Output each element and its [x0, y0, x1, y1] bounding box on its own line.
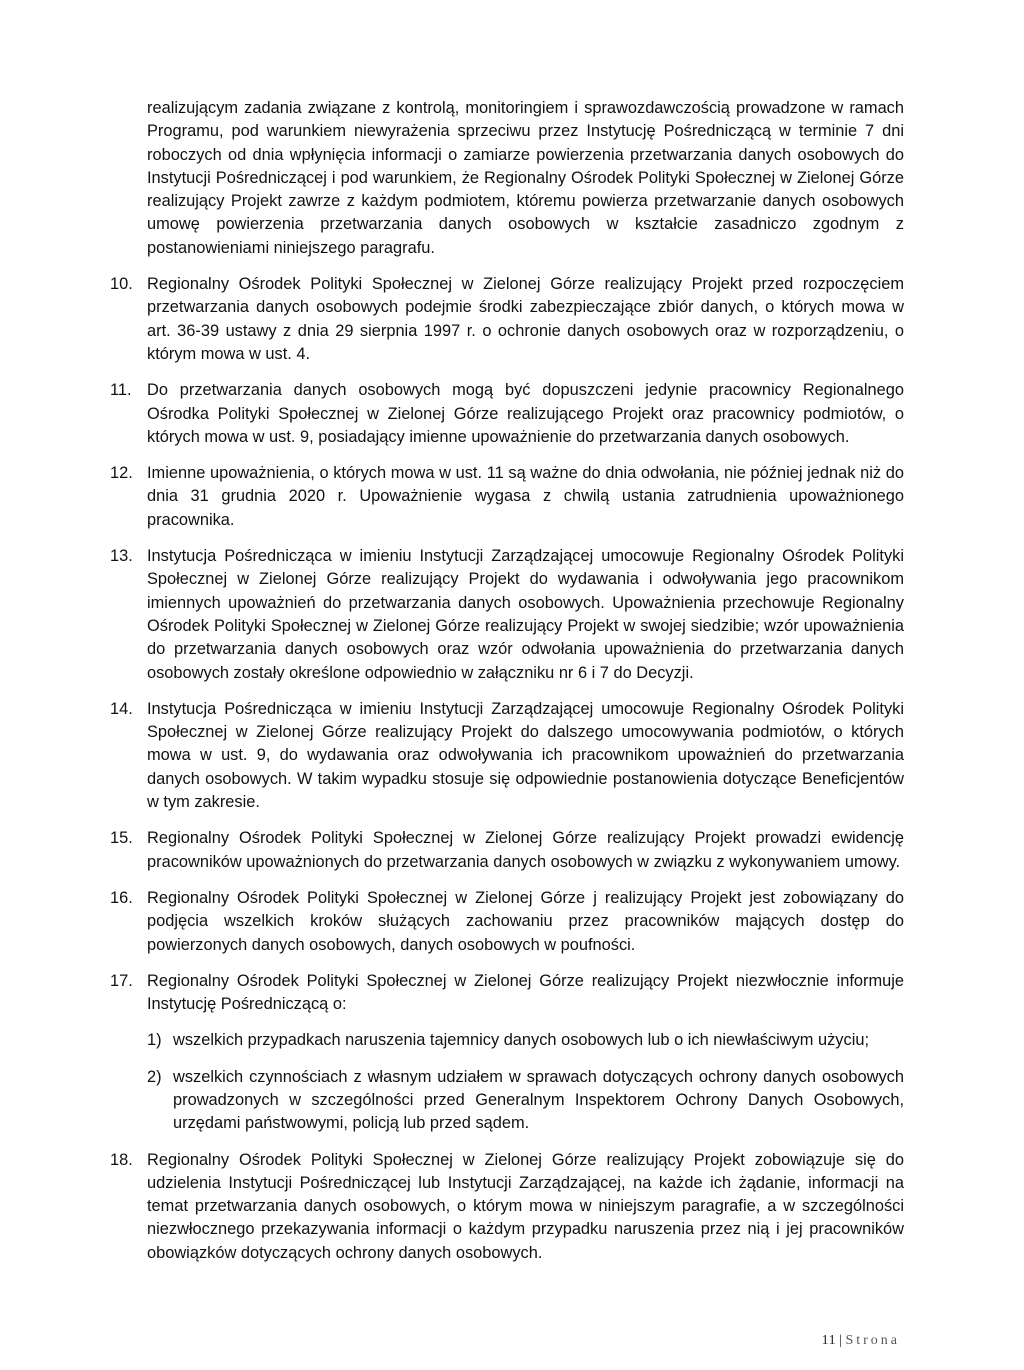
item-text: Regionalny Ośrodek Polityki Społecznej w Zielonej Górze realizujący Projekt zobowiązuje się do udzielenia Instytucji Pośredniczącej lub Instytucji Zarządzającej, na każde ich żądanie, informacji na temat przetwarzania danych osobowych, o którym mowa w niniejszym paragrafie, a w szczególności niezwłocznego przekazywania informacji o każdym przypadku naruszenia przez nią i jej pracowników obowiązków dotyczących ochrony danych osobowych.: [147, 1150, 904, 1262]
sub-item-number: 1): [147, 1031, 162, 1050]
page-word: Strona: [845, 1333, 900, 1348]
item-number: 15.: [110, 829, 133, 848]
item-text: Regionalny Ośrodek Polityki Społecznej w Zielonej Górze j realizujący Projekt jest zobowiązany do podjęcia wszelkich kroków służących zachowaniu przez pracowników mających dostęp do powierzonych danych osobowych, danych osobowych w poufności.: [147, 888, 904, 954]
item-number: 16.: [110, 888, 133, 907]
item-number: 12.: [110, 464, 133, 483]
item-text: Regionalny Ośrodek Polityki Społecznej w Zielonej Górze realizujący Projekt przed rozpoczęciem przetwarzania danych osobowych podejmie środki zabezpieczające zbiór danych, o których mowa w art. 36-39 ustawy z dnia 29 sierpnia 1997 r. o ochronie danych osobowych oraz w rozporządzeniu, o którym mowa w ust. 4.: [147, 275, 904, 363]
list-item-16: [110, 887, 904, 957]
document-body: [110, 97, 904, 1278]
list-item-18: [110, 1149, 904, 1265]
continuation-paragraph: realizującym zadania związane z kontrolą, monitoringiem i sprawozdawczością prowadzone w ramach Programu, pod warunkiem niewyrażenia sprzeciwu przez Instytucję Pośredniczącą w terminie 7 dni roboczych od dnia wpłynięcia informacji o zamiarze powierzenia przetwarzania danych osobowych do Instytucji Pośredniczącej i pod warunkiem, że Regionalny Ośrodek Polityki Społecznej w Zielonej Górze realizujący Projekt zawrze z każdym podmiotem, któremu powierza przetwarzanie danych osobowych umowę powierzenia przetwarzania danych osobowych w kształcie zasadniczo zgodnym z postanowieniami niniejszego paragrafu.: [147, 99, 904, 257]
item-number: 17.: [110, 971, 133, 990]
item-number: 18.: [110, 1150, 133, 1169]
sub-item-text: wszelkich przypadkach naruszenia tajemnicy danych osobowych lub o ich niewłaściwym użyciu;: [173, 1031, 870, 1050]
page-number: 11: [821, 1333, 837, 1348]
item-text: Regionalny Ośrodek Polityki Społecznej w Zielonej Górze realizujący Projekt niezwłocznie informuje Instytucję Pośredniczącą o:: [147, 971, 904, 1014]
list-item-10: [110, 273, 904, 366]
footer-separator: |: [839, 1333, 843, 1348]
list-item-17: [110, 970, 904, 1136]
item-text: Instytucja Pośrednicząca w imieniu Instytucji Zarządzającej umocowuje Regionalny Ośrodek Polityki Społecznej w Zielonej Górze realizujący Projekt do wydawania i odwoływania jego pracownikom imiennych upoważnień do przetwarzania danych osobowych. Upoważnienia przechowuje Regionalny Ośrodek Polityki Społecznej w Zielonej Górze realizujący Projekt w swojej siedzibie; wzór upoważnienia do przetwarzania danych osobowych oraz wzór odwołania upoważnienia do przetwarzania danych osobowych zostały określone odpowiednio w załączniku nr 6 i 7 do Decyzji.: [147, 547, 904, 682]
item-text: Do przetwarzania danych osobowych mogą być dopuszczeni jedynie pracownicy Regionalnego Ośrodka Polityki Społecznej w Zielonej Górze realizującego Projekt oraz pracownicy podmiotów, o których mowa w ust. 9, posiadający imienne upoważnienie do przetwarzania danych osobowych.: [147, 381, 904, 446]
item-text: Regionalny Ośrodek Polityki Społecznej w Zielonej Górze realizujący Projekt prowadzi ewidencję pracowników upoważnionych do przetwarzania danych osobowych w związku z wykonywaniem umowy.: [147, 829, 904, 871]
item-text: Imienne upoważnienia, o których mowa w ust. 11 są ważne do dnia odwołania, nie później jednak niż do dnia 31 grudnia 2020 r. Upoważnienie wygasa z chwilą ustania zatrudnienia upoważnionego pracownika.: [147, 464, 904, 529]
item-number: 14.: [110, 699, 133, 718]
sub-item-text: wszelkich czynnościach z własnym udziałem w sprawach dotyczących ochrony danych osobowych prowadzonych w szczególności przed Generalnym Inspektorem Ochrony Danych Osobowych, urzędami państwowymi, policją lub przed sądem.: [173, 1067, 904, 1133]
item-number: 10.: [110, 275, 133, 294]
item-number: 11.: [110, 381, 132, 400]
list-item-15: [110, 827, 904, 874]
page-footer: [822, 1332, 900, 1350]
item-number: 13.: [110, 547, 133, 566]
item-text: Instytucja Pośrednicząca w imieniu Instytucji Zarządzającej umocowuje Regionalny Ośrodek Polityki Społecznej w Zielonej Górze realizujący Projekt do dalszego umocowywania podmiotów, o których mowa w ust. 9, do wydawania oraz odwoływania ich pracownikom upoważnień do przetwarzania danych osobowych. W takim wypadku stosuje się odpowiednie postanowienia dotyczące Beneficjentów w tym zakresie.: [147, 699, 904, 812]
sub-item-number: 2): [147, 1067, 162, 1086]
list-item-14: [110, 698, 904, 814]
sub-item-1: [147, 1029, 904, 1052]
list-item-13: [110, 545, 904, 685]
sub-item-2: [147, 1066, 904, 1136]
list-item-12: [110, 462, 904, 532]
list-item-11: [110, 379, 904, 449]
